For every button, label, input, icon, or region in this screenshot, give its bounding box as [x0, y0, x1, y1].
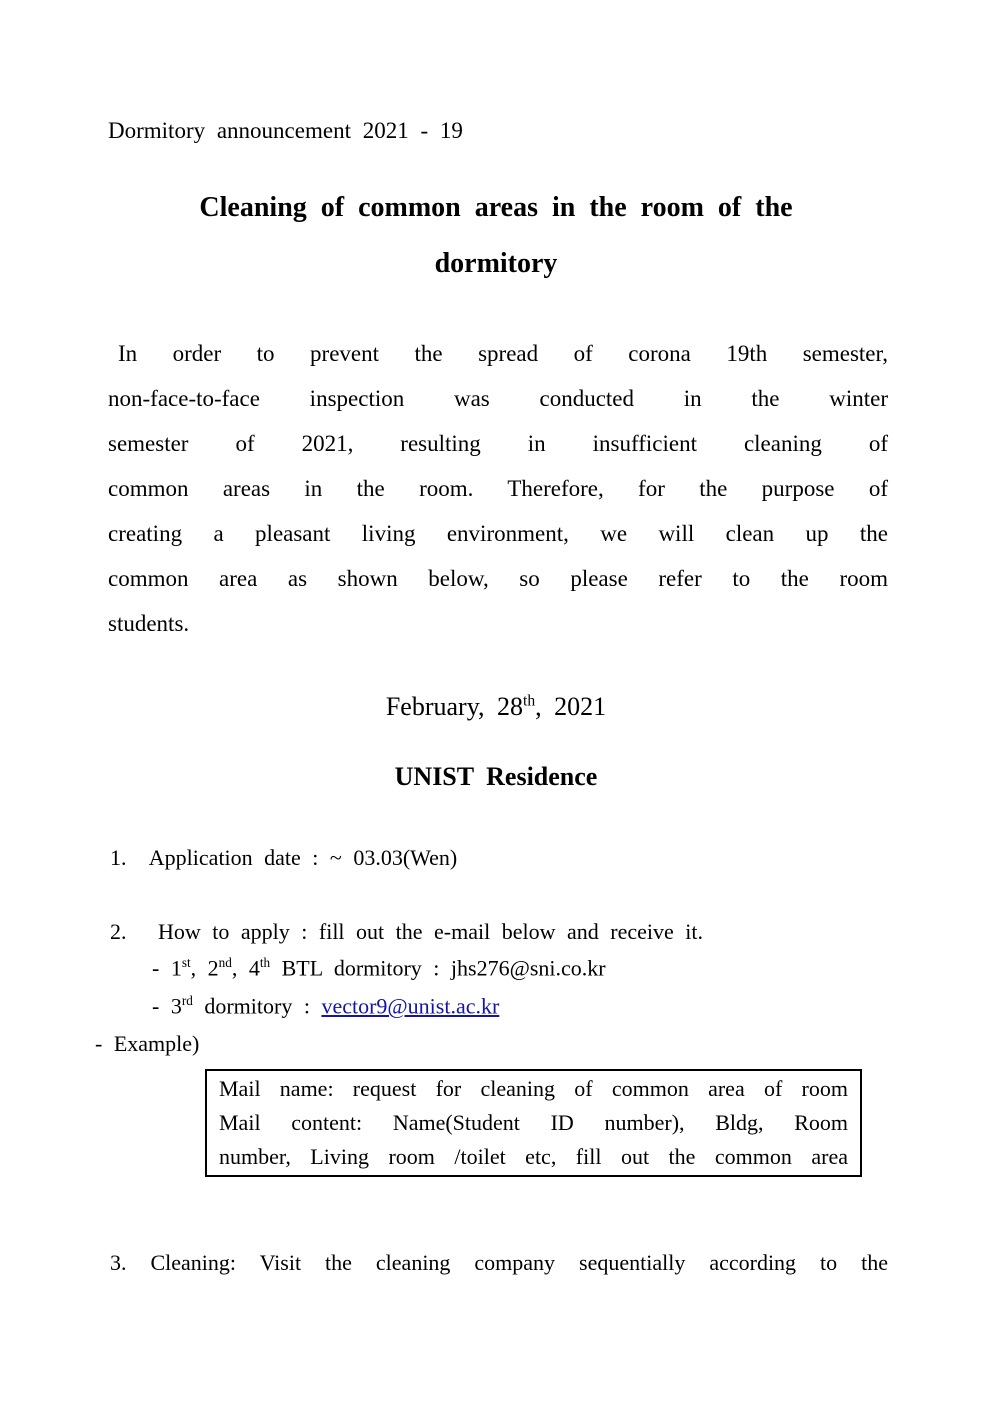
ordinal-superscript: st	[181, 955, 191, 970]
list-number: 2.	[110, 919, 127, 944]
list-number: 1.	[110, 845, 127, 870]
sub-item-text: , 2	[190, 955, 219, 981]
date-line	[106, 692, 886, 722]
paragraph-line: semester of 2021, resulting in insufficient cleaning of	[108, 431, 888, 456]
date-text: February, 28	[385, 692, 524, 721]
example-label: - Example)	[95, 1031, 200, 1056]
doc-title	[106, 180, 886, 292]
paragraph-line: common areas in the room. Therefore, for the purpose of	[108, 476, 888, 501]
doc-number-header: Dormitory announcement 2021 - 19	[108, 118, 463, 143]
sub-item-text: dormitory :	[192, 993, 322, 1019]
ordinal-superscript: th	[259, 955, 271, 970]
sub-item-text: - 1	[152, 955, 182, 981]
paragraph-line: In order to prevent the spread of corona 19th semester,	[118, 341, 888, 366]
sub-item-text: - 3	[152, 993, 182, 1019]
email-link[interactable]: vector9@unist.ac.kr	[321, 993, 500, 1019]
list-item-how-to-apply	[110, 919, 703, 945]
paragraph-line: students.	[108, 611, 190, 636]
mail-box-line: Mail content: Name(Student ID number), Bldg, Room	[219, 1110, 848, 1135]
paragraph-line: non-face-to-face inspection was conducted in the winter	[108, 386, 888, 411]
ordinal-superscript: rd	[181, 993, 193, 1008]
doc-title-line2: dormitory	[434, 248, 558, 279]
mail-example-box	[205, 1069, 862, 1177]
list-item-text: How to apply : fill out the e-mail below and receive it.	[158, 919, 703, 944]
mail-box-line: number, Living room /toilet etc, fill out the common area	[219, 1144, 848, 1169]
intro-paragraph	[108, 331, 888, 646]
mail-box-line: Mail name: request for cleaning of common area of room	[219, 1076, 848, 1101]
sub-item-third-dormitory-email	[152, 993, 499, 1019]
sub-item-btl-dormitory-email	[152, 955, 606, 981]
organization-name: UNIST Residence	[394, 762, 598, 791]
list-number: 3.	[110, 1250, 127, 1275]
date-ordinal-superscript: th	[523, 692, 536, 710]
sub-item-text: BTL dormitory : jhs276@sni.co.kr	[270, 955, 606, 981]
paragraph-line: creating a pleasant living environment, we will clean up the	[108, 521, 888, 546]
doc-title-line1: Cleaning of common areas in the room of the	[199, 192, 793, 223]
sub-item-text: , 4	[231, 955, 260, 981]
ordinal-superscript: nd	[218, 955, 232, 970]
list-item-text: Application date : ~ 03.03(Wen)	[148, 845, 458, 870]
list-item-application-date	[110, 845, 457, 871]
date-year: , 2021	[535, 692, 607, 721]
paragraph-line: common area as shown below, so please refer to the room	[108, 566, 888, 591]
list-item-text: Cleaning: Visit the cleaning company sequentially according to the	[150, 1250, 889, 1275]
list-item-cleaning	[110, 1250, 888, 1276]
